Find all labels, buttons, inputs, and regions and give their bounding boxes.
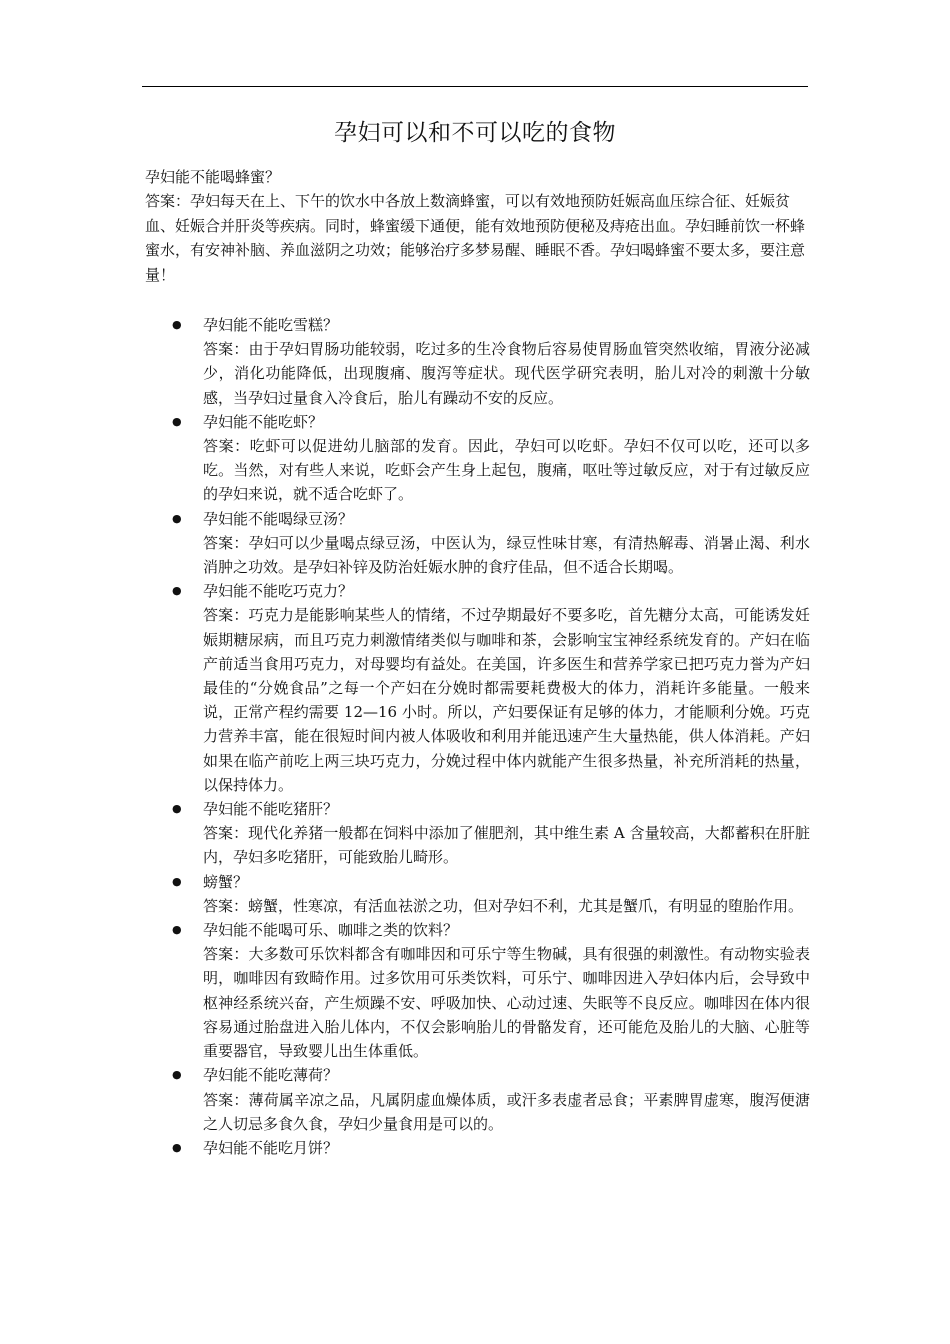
document-title: 孕妇可以和不可以吃的食物	[334, 120, 616, 146]
bullet-icon: ●	[172, 923, 182, 937]
qa-question: 孕妇能不能吃月饼？	[203, 1138, 339, 1157]
qa-answer: 答案：大多数可乐饮料都含有咖啡因和可乐宁等生物碱，具有很强的刺激性。有动物实验表明，咖啡因有致畸作用。过多饮用可乐类饮料，可乐宁、咖啡因进入孕妇体内后，会导致中枢神经系统兴奋，产生烦躁不安、呼吸加快、心动过速、失眠等不良反应。咖啡因在体内很容易通过胎盘进入胎儿体内，不仅会影响胎儿的骨骼发育，还可能危及胎儿的大脑、心脏等重要器官，导致婴儿出生体重低。	[203, 945, 810, 1061]
qa-question: 孕妇能不能喝可乐、咖啡之类的饮料？	[203, 921, 459, 940]
qa-answer: 答案：巧克力是能影响某些人的情绪，不过孕期最好不要多吃，首先糖分太高，可能诱发妊娠期糖尿病，而且巧克力刺激情绪类似与咖啡和茶，会影响宝宝神经系统发育的。产妇在临产前适当食用巧克力，对母婴均有益处。在美国，许多医生和营养学家已把巧克力誉为产妇最佳的“分娩食品”之每一个产妇在分娩时都需要耗费极大的体力，消耗许多能量。一般来说，正常产程约需要 12—16 小时。所以，产妇要保证有足够的体力，才能顺利分娩。巧克力营养丰富，能在很短时间内被人体吸收和利用并能迅速产生大量热能，供人体消耗。产妇如果在临产前吃上两三块巧克力，分娩过程中体内就能产生很多热量，补充所消耗的热量，以保持体力。	[203, 606, 810, 794]
bullet-icon: ●	[172, 1068, 182, 1082]
bullet-icon: ●	[172, 874, 182, 888]
qa-question: 孕妇能不能吃雪糕？	[203, 316, 339, 334]
qa-item-cola-coffee	[172, 918, 810, 1063]
qa-item-shrimp	[172, 410, 810, 507]
qa-list	[172, 313, 810, 1160]
qa-question: 孕妇能不能吃巧克力？	[203, 582, 354, 601]
intro-question: 孕妇能不能喝蜂蜜？	[145, 168, 281, 186]
qa-question: 孕妇能不能吃虾？	[203, 412, 324, 431]
qa-item-ice-cream	[172, 313, 810, 410]
qa-question: 螃蟹？	[203, 872, 249, 891]
header-rule	[142, 86, 808, 87]
qa-answer: 答案：螃蟹，性寒凉，有活血祛淤之功，但对孕妇不利，尤其是蟹爪，有明显的堕胎作用。	[203, 896, 804, 915]
qa-item-crab	[172, 870, 810, 918]
bullet-icon: ●	[172, 802, 182, 816]
qa-item-mint	[172, 1063, 810, 1136]
bullet-icon: ●	[172, 511, 182, 525]
bullet-icon: ●	[172, 318, 182, 331]
qa-answer: 答案：薄荷属辛凉之品，凡属阴虚血燥体质，或汗多表虚者忌食；平素脾胃虚寒，腹泻便溏之人切忌多食久食，孕妇少量食用是可以的。	[203, 1090, 810, 1133]
qa-answer: 答案：现代化养猪一般都在饲料中添加了催肥剂，其中维生素 A 含量较高，大都蓄积在肝脏内，孕妇多吃猪肝，可能致胎儿畸形。	[203, 824, 810, 867]
qa-item-mooncake	[172, 1136, 810, 1160]
qa-answer: 答案：吃虾可以促进幼儿脑部的发育。因此，孕妇可以吃虾。孕妇不仅可以吃，还可以多吃。当然，对有些人来说，吃虾会产生身上起包，腹痛，呕吐等过敏反应，对于有过敏反应的孕妇来说，就不适合吃虾了。	[203, 437, 810, 504]
qa-question: 孕妇能不能吃猪肝？	[203, 800, 339, 819]
qa-answer: 答案：孕妇可以少量喝点绿豆汤，中医认为，绿豆性味甘寒，有清热解毒、消暑止渴、利水消肿之功效。是孕妇补锌及防治妊娠水肿的食疗佳品，但不适合长期喝。	[203, 533, 810, 577]
bullet-icon: ●	[172, 584, 182, 598]
qa-answer: 答案：由于孕妇胃肠功能较弱，吃过多的生冷食物后容易使胃肠血管突然收缩，胃液分泌减少，消化功能降低，出现腹痛、腹泻等症状。现代医学研究表明，胎儿对冷的刺激十分敏感，当孕妇过量食入冷食后，胎儿有躁动不安的反应。	[203, 340, 810, 407]
qa-item-pork-liver	[172, 797, 810, 870]
qa-question: 孕妇能不能喝绿豆汤？	[203, 509, 354, 528]
qa-item-chocolate	[172, 579, 810, 797]
bullet-icon: ●	[172, 1140, 182, 1154]
qa-question: 孕妇能不能吃薄荷？	[203, 1066, 339, 1085]
intro-section	[145, 165, 809, 287]
bullet-icon: ●	[172, 414, 182, 428]
intro-answer: 答案：孕妇每天在上、下午的饮水中各放上数滴蜂蜜，可以有效地预防妊娠高血压综合征、妊娠贫血、妊娠合并肝炎等疾病。同时，蜂蜜缓下通便，能有效地预防便秘及痔疮出血。孕妇睡前饮一杯蜂蜜水，有安神补脑、养血滋阴之功效；能够治疗多梦易醒、睡眠不香。孕妇喝蜂蜜不要太多，要注意量！	[145, 192, 806, 284]
qa-item-mung-bean-soup	[172, 507, 810, 580]
